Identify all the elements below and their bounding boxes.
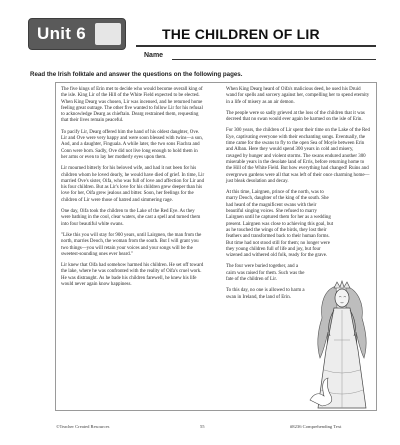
name-field[interactable] (172, 59, 376, 60)
unit-badge-corner (95, 23, 121, 45)
footer-book-code: #8236 Comprehending Text (290, 424, 342, 429)
story-paragraph: The people were so sadly grieved at the loss of the children that it was decreed that no swan would ever again be harmed on the isle of Erin. (226, 110, 365, 123)
page-footer (0, 424, 400, 434)
footer-page-number: 55 (200, 424, 205, 429)
story-column-left (61, 87, 205, 293)
story-paragraph: For 300 years, the children of Lir spent their time on the Lake of the Red Eye, captivating everyone with their enchanting songs. Eventually, the time came for the swans to fly to the open Sea of Moyle between Erin and Alban. Here they would spend 300 years in cold and misery, ravaged by hunger and violent storms. The swans endured another 300 miserable years in the desolate land of Erris, before returning home to the Hill of the White Field. But how everything had changed! Ruins and overgrown gardens were all that was left of their once charming home—just bleak desolation and decay. (226, 128, 370, 184)
instructions: Read the Irish folktale and answer the questions on the following pages. (30, 71, 243, 78)
story-paragraph: At this time, Lairgnen, prince of the north, was to marry Deoch, daughter of the king of the south. She had heard of the magnificent swans with their beautiful singing voices. She refused to marry Lairgnen until he captured them for her as a wedding present. Lairgnen was close to achieving this goal, but as he touched the wings of the birds, they lost their feathers and transformed back to their human forms. But time had not stood still for them; no longer were they young children full of life and joy, but four wizened and withered old folk, ready for the grave. (226, 190, 334, 259)
story-paragraph: One day, Oifa took the children to the Lake of the Red Eye. As they were bathing in the cool, clear waters, she cast a spell and turned them into four beautiful white swans. (61, 209, 201, 227)
unit-label: Unit 6 (37, 24, 87, 43)
name-label: Name (144, 52, 164, 59)
unit-badge (28, 18, 126, 50)
story-paragraph: To this day, no one is allowed to harm a swan in Ireland, the land of Erin. (226, 288, 305, 300)
story-paragraph: The five kings of Erin met to decide who would become overall king of the isle. King Lir of the Hill of the White Field expected to be elected. When King Dearg was chosen, Lir was incensed, and he returned home feeling great outrage. The other five wanted to follow Lir for his refusal to acknowledge Dearg as chieftain. Dearg restrained them, requesting that their lives remain peaceful. (61, 87, 203, 124)
story-paragraph: Lir knew that Oifa had somehow harmed his children. He set off toward the lake, where he was confronted with the reality of Oifa's cruel work. He was distraught. As he bade his children farewell, he knew his life would never again know happiness. (61, 263, 204, 288)
story-paragraph: When King Dearg heard of Oifa's malicious deed, he used his Druid wand for spells and sorcery against her, compelling her to spend eternity in a life of misery as an air demon. (226, 87, 370, 105)
page-title: THE CHILDREN OF LIR (162, 26, 320, 42)
princess-swans-illustration (306, 280, 378, 410)
story-paragraph: Lir mourned bitterly for his beloved wife, and had it not been for his children whom he loved dearly, he would have died of grief. In time, Lir married Ove's sister, Oifa, who was full of love and affection for Lir and his four children. But as Lir's love for his children grew deeper than his love for her, Oifa grew jealous and bitter. Soon, her feelings for the children of Lir were those of hatred and simmering rage. (61, 166, 205, 203)
story-paragraph: "Like this you will stay for 900 years, until Lairgnen, the man from the north, marries Deoch, the woman from the south. But I will grant you two things—you will retain your voices and your songs will be the sweetest-sounding ones ever heard." (61, 232, 202, 257)
footer-copyright: ©Teacher Created Resources (56, 424, 110, 429)
story-paragraph: The four were buried together, and a cairn was raised for them. Such was the fate of the children of Lir. (226, 264, 305, 283)
story-column-right (226, 87, 370, 306)
title-underline (136, 45, 376, 47)
story-paragraph: To pacify Lir, Dearg offered him the hand of his oldest daughter, Ove. Lir and Ove were very happy and were soon blessed with twins—a son, Aod, and a daughter, Finguala. A while later, the two sons Fiachra and Conn were born. Sadly, Ove did not live long enough to hold them in her arms or even to lay her motherly eyes upon them. (61, 129, 203, 160)
